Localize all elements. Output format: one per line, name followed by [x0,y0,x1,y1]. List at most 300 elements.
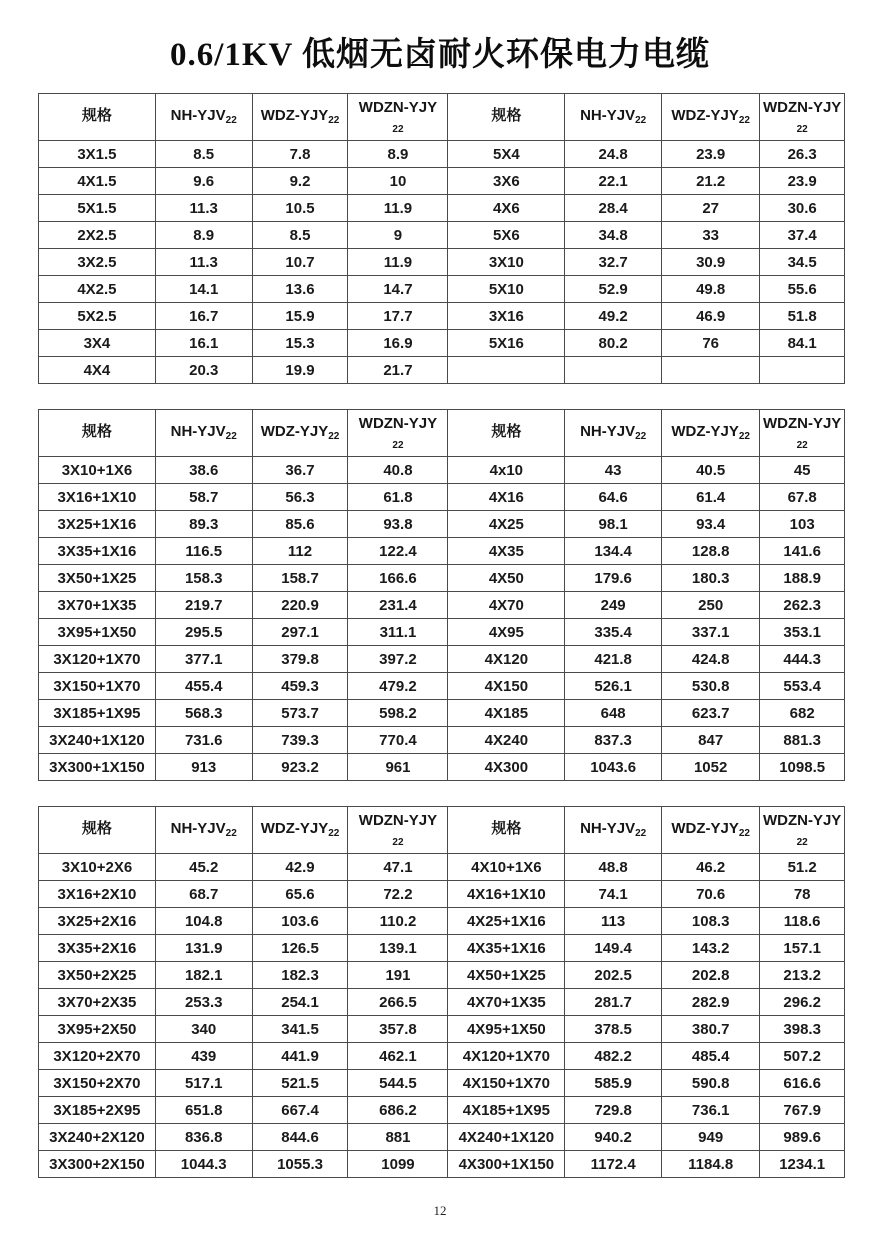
spec-cell: 5X6 [448,222,565,249]
price-cell: 1099 [348,1151,448,1178]
spec-cell: 3X6 [448,168,565,195]
column-header: WDZ-$YJY_{22}$ [662,94,760,141]
price-cell: 72.2 [348,881,448,908]
table-row [39,1043,845,1070]
price-cell: 213.2 [760,962,845,989]
price-cell: 398.3 [760,1016,845,1043]
price-cell: 55.6 [760,276,845,303]
price-cell: 8.9 [155,222,252,249]
table-row [39,141,845,168]
price-cell: 590.8 [662,1070,760,1097]
spec-cell: 4X240+1X120 [448,1124,565,1151]
price-cell: 122.4 [348,538,448,565]
price-cell: 52.9 [565,276,662,303]
price-cell: 377.1 [155,646,252,673]
price-cell: 651.8 [155,1097,252,1124]
spec-cell: 3X300+2X150 [39,1151,156,1178]
price-cell: 220.9 [252,592,348,619]
spec-column-header: 规格 [448,94,565,141]
header-subscript: 22 [635,115,647,127]
price-cell: 118.6 [760,908,845,935]
spec-cell: 3X35+2X16 [39,935,156,962]
price-cell: 22.1 [565,168,662,195]
spec-cell: 3X35+1X16 [39,538,156,565]
price-cell: 26.3 [760,141,845,168]
price-cell: 49.8 [662,276,760,303]
price-cell: 17.7 [348,303,448,330]
spec-cell: 3X120+2X70 [39,1043,156,1070]
price-cell: 180.3 [662,565,760,592]
price-cell: 682 [760,700,845,727]
table-row [39,168,845,195]
table-row [39,881,845,908]
price-cell: 14.1 [155,276,252,303]
column-header: WDZN-YJY $_{22}$ [760,807,845,854]
spec-cell: 4X50+1X25 [448,962,565,989]
spec-cell: 4X300 [448,754,565,781]
column-header: WDZN-YJY $_{22}$ [348,94,448,141]
column-header: $NH-YJV_{22}$ [565,94,662,141]
price-cell: 37.4 [760,222,845,249]
spec-cell: 4X6 [448,195,565,222]
price-cell: 89.3 [155,511,252,538]
price-cell: 11.9 [348,195,448,222]
price-cell: 27 [662,195,760,222]
price-cell: 249 [565,592,662,619]
price-cell: 881.3 [760,727,845,754]
price-cell: 1098.5 [760,754,845,781]
price-cell: 989.6 [760,1124,845,1151]
spec-cell: 4x10 [448,457,565,484]
price-cell: 767.9 [760,1097,845,1124]
price-cell: 739.3 [252,727,348,754]
spec-column-header: 规格 [39,410,156,457]
price-cell: 36.7 [252,457,348,484]
header-subscript: 22 [635,828,647,840]
price-cell: 46.2 [662,854,760,881]
header-subscript: 22 [225,431,237,443]
price-cell: 16.7 [155,303,252,330]
price-cell: 20.3 [155,357,252,384]
spec-cell: 4X35+1X16 [448,935,565,962]
spec-cell: 3X185+2X95 [39,1097,156,1124]
spec-cell: 4X35 [448,538,565,565]
price-cell: 179.6 [565,565,662,592]
header-subscript: 22 [225,828,237,840]
header-subscript: 22 [328,828,340,840]
price-cell: 43 [565,457,662,484]
header-subscript: 22 [738,431,750,443]
price-cell: 311.1 [348,619,448,646]
price-cell: 58.7 [155,484,252,511]
price-cell: 51.8 [760,303,845,330]
table-row [39,1070,845,1097]
price-cell: 1044.3 [155,1151,252,1178]
price-cell: 131.9 [155,935,252,962]
column-header: WDZ-$YJY_{22}$ [662,807,760,854]
table-row [39,330,845,357]
price-cell: 30.9 [662,249,760,276]
price-cell: 482.2 [565,1043,662,1070]
price-cell: 23.9 [662,141,760,168]
spec-cell: 5X16 [448,330,565,357]
column-header: WDZ-$YJY_{22}$ [252,807,348,854]
price-cell: 21.2 [662,168,760,195]
spec-cell: 3X120+1X70 [39,646,156,673]
spec-cell: 3X25+2X16 [39,908,156,935]
spec-cell: 4X16+1X10 [448,881,565,908]
column-header: WDZN-YJY $_{22}$ [348,410,448,457]
price-cell: 913 [155,754,252,781]
price-cell: 23.9 [760,168,845,195]
table-row [39,1151,845,1178]
spec-cell: 4X50 [448,565,565,592]
price-cell: 61.8 [348,484,448,511]
price-cell: 9.6 [155,168,252,195]
table-row [39,935,845,962]
price-cell: 526.1 [565,673,662,700]
price-cell: 85.6 [252,511,348,538]
header-subscript: 22 [738,828,750,840]
spec-cell: 4X150+1X70 [448,1070,565,1097]
price-cell: 335.4 [565,619,662,646]
price-cell: 182.1 [155,962,252,989]
price-cell: 250 [662,592,760,619]
price-cell: 479.2 [348,673,448,700]
price-cell: 940.2 [565,1124,662,1151]
spec-cell: 3X25+1X16 [39,511,156,538]
header-subscript: 22 [796,439,808,451]
price-cell: 667.4 [252,1097,348,1124]
price-cell: 98.1 [565,511,662,538]
table-row [39,592,845,619]
spec-cell: 3X16+2X10 [39,881,156,908]
price-cell: 51.2 [760,854,845,881]
column-header: WDZ-$YJY_{22}$ [252,410,348,457]
table-row [39,484,845,511]
price-cell: 15.3 [252,330,348,357]
spec-cell: 4X185+1X95 [448,1097,565,1124]
spec-cell: 4X95+1X50 [448,1016,565,1043]
price-cell: 202.5 [565,962,662,989]
table-row [39,754,845,781]
price-cell: 61.4 [662,484,760,511]
price-cell: 15.9 [252,303,348,330]
price-cell: 585.9 [565,1070,662,1097]
spec-cell: 4X10+1X6 [448,854,565,881]
table-row [39,1124,845,1151]
price-cell: 38.6 [155,457,252,484]
price-cell: 158.3 [155,565,252,592]
price-cell: 379.8 [252,646,348,673]
price-cell: 296.2 [760,989,845,1016]
price-cell: 157.1 [760,935,845,962]
price-cell: 297.1 [252,619,348,646]
spec-column-header: 规格 [39,807,156,854]
spec-cell: 3X50+2X25 [39,962,156,989]
price-cell: 9 [348,222,448,249]
price-cell: 337.1 [662,619,760,646]
price-cell: 78 [760,881,845,908]
spec-cell: 5X1.5 [39,195,156,222]
price-cell: 736.1 [662,1097,760,1124]
header-subscript: 22 [392,836,404,848]
header-subscript: 22 [796,123,808,135]
price-cell: 598.2 [348,700,448,727]
price-cell: 266.5 [348,989,448,1016]
header-subscript: 22 [392,123,404,135]
price-cell: 76 [662,330,760,357]
price-cell: 623.7 [662,700,760,727]
price-cell: 8.5 [252,222,348,249]
price-cell [662,357,760,384]
price-cell: 295.5 [155,619,252,646]
price-cell: 70.6 [662,881,760,908]
spec-cell: 3X300+1X150 [39,754,156,781]
price-cell: 191 [348,962,448,989]
column-header: $NH-YJV_{22}$ [155,94,252,141]
spec-cell: 4X120+1X70 [448,1043,565,1070]
price-cell: 108.3 [662,908,760,935]
price-cell: 923.2 [252,754,348,781]
price-cell: 1234.1 [760,1151,845,1178]
spec-cell: 3X16 [448,303,565,330]
spec-cell: 4X185 [448,700,565,727]
spec-cell: 4X25+1X16 [448,908,565,935]
price-cell: 42.9 [252,854,348,881]
price-cell: 837.3 [565,727,662,754]
price-cell: 686.2 [348,1097,448,1124]
table-row [39,276,845,303]
price-cell: 1052 [662,754,760,781]
price-cell: 116.5 [155,538,252,565]
price-cell: 46.9 [662,303,760,330]
price-cell: 282.9 [662,989,760,1016]
price-cell: 56.3 [252,484,348,511]
price-cell: 648 [565,700,662,727]
spec-cell: 4X300+1X150 [448,1151,565,1178]
column-header: $NH-YJV_{22}$ [565,807,662,854]
spec-cell: 4X25 [448,511,565,538]
price-cell: 340 [155,1016,252,1043]
price-cell: 7.8 [252,141,348,168]
spec-cell: 5X4 [448,141,565,168]
spec-cell: 3X95+2X50 [39,1016,156,1043]
price-cell: 24.8 [565,141,662,168]
price-cell: 40.8 [348,457,448,484]
spec-cell: 3X150+1X70 [39,673,156,700]
price-cell: 507.2 [760,1043,845,1070]
page-title: 0.6/1KV 低烟无卤耐火环保电力电缆 [169,37,711,73]
price-cell: 166.6 [348,565,448,592]
price-cell: 80.2 [565,330,662,357]
price-cell: 34.8 [565,222,662,249]
price-cell: 517.1 [155,1070,252,1097]
spec-cell: 3X50+1X25 [39,565,156,592]
spec-cell: 5X2.5 [39,303,156,330]
spec-cell: 4X150 [448,673,565,700]
spec-cell: 3X240+2X120 [39,1124,156,1151]
price-cell: 16.9 [348,330,448,357]
spec-cell: 3X1.5 [39,141,156,168]
price-cell: 84.1 [760,330,845,357]
header-subscript: 22 [796,836,808,848]
header-subscript: 22 [635,431,647,443]
price-cell: 485.4 [662,1043,760,1070]
price-cell: 158.7 [252,565,348,592]
spec-cell: 3X10+1X6 [39,457,156,484]
price-cell: 128.8 [662,538,760,565]
price-cell: 10.5 [252,195,348,222]
price-cell: 1055.3 [252,1151,348,1178]
table-row [39,357,845,384]
price-cell: 11.9 [348,249,448,276]
spec-column-header: 规格 [448,807,565,854]
spec-cell: 3X2.5 [39,249,156,276]
header-row [39,807,845,854]
spec-column-header: 规格 [39,94,156,141]
price-cell: 444.3 [760,646,845,673]
price-cell: 380.7 [662,1016,760,1043]
price-cell: 14.7 [348,276,448,303]
header-subscript: 22 [225,115,237,127]
price-cell: 67.8 [760,484,845,511]
table-row [39,249,845,276]
price-cell: 441.9 [252,1043,348,1070]
price-cell: 836.8 [155,1124,252,1151]
price-cell: 424.8 [662,646,760,673]
spec-cell: 3X150+2X70 [39,1070,156,1097]
spec-cell: 3X95+1X50 [39,619,156,646]
price-cell: 16.1 [155,330,252,357]
price-cell: 281.7 [565,989,662,1016]
price-cell: 40.5 [662,457,760,484]
column-header: WDZ-$YJY_{22}$ [662,410,760,457]
column-header: WDZN-YJY $_{22}$ [760,410,845,457]
price-cell: 103.6 [252,908,348,935]
spec-cell: 4X70 [448,592,565,619]
price-cell: 149.4 [565,935,662,962]
price-cell: 8.9 [348,141,448,168]
table-row [39,538,845,565]
price-cell: 74.1 [565,881,662,908]
table-row [39,989,845,1016]
price-cell: 110.2 [348,908,448,935]
table-row [39,511,845,538]
header-subscript: 22 [392,439,404,451]
price-cell: 439 [155,1043,252,1070]
price-cell [760,357,845,384]
table-row [39,457,845,484]
price-cell: 30.6 [760,195,845,222]
column-header: WDZ-$YJY_{22}$ [252,94,348,141]
header-subscript: 22 [328,431,340,443]
price-cell: 253.3 [155,989,252,1016]
price-cell: 231.4 [348,592,448,619]
table-row [39,565,845,592]
spec-cell: 3X185+1X95 [39,700,156,727]
price-cell: 262.3 [760,592,845,619]
price-cell: 847 [662,727,760,754]
spec-cell: 3X10+2X6 [39,854,156,881]
price-cell: 93.4 [662,511,760,538]
price-cell: 455.4 [155,673,252,700]
price-cell: 397.2 [348,646,448,673]
header-subscript: 22 [328,115,340,127]
price-cell: 462.1 [348,1043,448,1070]
spec-cell: 3X70+2X35 [39,989,156,1016]
table-row [39,673,845,700]
table-row [39,1097,845,1124]
spec-cell: 3X70+1X35 [39,592,156,619]
table-row [39,908,845,935]
price-cell: 729.8 [565,1097,662,1124]
header-row [39,94,845,141]
table-row [39,1016,845,1043]
price-cell: 188.9 [760,565,845,592]
spec-cell: 2X2.5 [39,222,156,249]
price-cell: 11.3 [155,249,252,276]
price-table-1 [38,93,845,384]
price-cell: 1184.8 [662,1151,760,1178]
table-row [39,727,845,754]
header-subscript: 22 [738,115,750,127]
price-cell: 378.5 [565,1016,662,1043]
spec-cell: 3X4 [39,330,156,357]
price-cell: 13.6 [252,276,348,303]
price-cell: 341.5 [252,1016,348,1043]
spec-cell: 4X2.5 [39,276,156,303]
column-header: $NH-YJV_{22}$ [155,807,252,854]
table-row [39,700,845,727]
spec-cell [448,357,565,384]
price-cell: 103 [760,511,845,538]
spec-cell: 3X16+1X10 [39,484,156,511]
price-cell: 112 [252,538,348,565]
page-number: 12 [433,1203,447,1218]
price-cell: 353.1 [760,619,845,646]
price-cell: 45.2 [155,854,252,881]
table-row [39,646,845,673]
price-cell: 553.4 [760,673,845,700]
price-cell: 113 [565,908,662,935]
price-cell: 731.6 [155,727,252,754]
spec-cell: 5X10 [448,276,565,303]
price-cell: 45 [760,457,845,484]
price-cell: 65.6 [252,881,348,908]
column-header: $NH-YJV_{22}$ [155,410,252,457]
spec-cell: 4X1.5 [39,168,156,195]
price-cell: 34.5 [760,249,845,276]
price-cell: 521.5 [252,1070,348,1097]
price-cell [565,357,662,384]
price-cell: 1172.4 [565,1151,662,1178]
spec-cell: 4X240 [448,727,565,754]
price-cell: 47.1 [348,854,448,881]
spec-column-header: 规格 [448,410,565,457]
price-cell: 10.7 [252,249,348,276]
price-cell: 961 [348,754,448,781]
price-cell: 254.1 [252,989,348,1016]
table-row [39,619,845,646]
spec-cell: 4X70+1X35 [448,989,565,1016]
spec-cell: 4X16 [448,484,565,511]
header-row [39,410,845,457]
price-cell: 421.8 [565,646,662,673]
price-cell: 219.7 [155,592,252,619]
price-cell: 33 [662,222,760,249]
spec-cell: 4X120 [448,646,565,673]
